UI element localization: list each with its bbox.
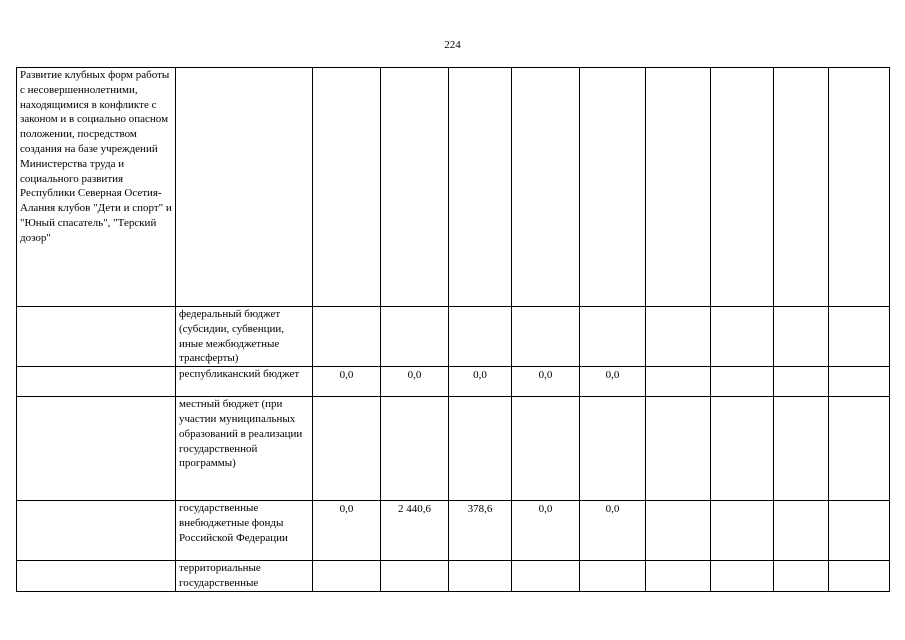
empty-cell [774, 397, 829, 501]
empty-cell [774, 68, 829, 307]
row-name-cell [17, 501, 176, 561]
value-cell: 0,0 [512, 501, 580, 561]
value-cell: 2 440,6 [381, 501, 449, 561]
empty-cell [646, 501, 711, 561]
value-cell [449, 397, 512, 501]
table-row [17, 501, 890, 561]
empty-cell [774, 561, 829, 592]
empty-cell [829, 307, 890, 367]
value-cell [580, 561, 646, 592]
row-name-cell [17, 561, 176, 592]
row-name-cell [17, 307, 176, 367]
table-row [17, 397, 890, 501]
value-cell [381, 561, 449, 592]
empty-cell [711, 307, 774, 367]
value-cell [512, 307, 580, 367]
value-cell [580, 397, 646, 501]
empty-cell [829, 397, 890, 501]
value-cell [313, 307, 381, 367]
value-cell: 0,0 [580, 501, 646, 561]
empty-cell [646, 367, 711, 397]
value-cell [381, 397, 449, 501]
value-cell: 0,0 [381, 367, 449, 397]
value-cell [512, 561, 580, 592]
table-row [17, 367, 890, 397]
value-cell [381, 68, 449, 307]
value-cell: 0,0 [449, 367, 512, 397]
empty-cell [711, 68, 774, 307]
value-cell: 0,0 [512, 367, 580, 397]
empty-cell [774, 367, 829, 397]
empty-cell [829, 367, 890, 397]
empty-cell [646, 68, 711, 307]
value-cell: 0,0 [580, 367, 646, 397]
row-name-cell [17, 397, 176, 501]
empty-cell [711, 367, 774, 397]
funding-source-cell: государственные внебюджетные фонды Российской Федерации [176, 501, 313, 561]
empty-cell [829, 68, 890, 307]
value-cell [449, 561, 512, 592]
value-cell: 378,6 [449, 501, 512, 561]
empty-cell [646, 397, 711, 501]
empty-cell [711, 561, 774, 592]
value-cell: 0,0 [313, 501, 381, 561]
value-cell [580, 68, 646, 307]
funding-source-cell: республиканский бюджет [176, 367, 313, 397]
value-cell [449, 307, 512, 367]
empty-cell [646, 307, 711, 367]
funding-source-cell: федеральный бюджет (субсидии, субвенции, иные межбюджетные трансферты) [176, 307, 313, 367]
empty-cell [711, 397, 774, 501]
value-cell: 0,0 [313, 367, 381, 397]
empty-cell [646, 561, 711, 592]
empty-cell [774, 307, 829, 367]
empty-cell [774, 501, 829, 561]
page-number: 224 [444, 39, 461, 51]
value-cell [313, 397, 381, 501]
budget-table [16, 67, 890, 592]
value-cell [512, 68, 580, 307]
table-row [17, 561, 890, 592]
empty-cell [711, 501, 774, 561]
table-row [17, 307, 890, 367]
empty-cell [829, 501, 890, 561]
empty-cell [829, 561, 890, 592]
value-cell [381, 307, 449, 367]
row-name-cell: Развитие клубных форм работы с несовершеннолетними, находящимися в конфликте с законом и в социально опасном положении, посредством создания на базе учреждений Министерства труда и социального развития Республики Северная Осетия-Алания клубов "Дети и спорт" и "Юный спасатель", "Терский дозор" [17, 68, 176, 307]
funding-source-cell: территориальные государственные [176, 561, 313, 592]
value-cell [449, 68, 512, 307]
table-row [17, 68, 890, 307]
funding-source-cell: местный бюджет (при участии муниципальных образований в реализации государственной программы) [176, 397, 313, 501]
row-name-cell [17, 367, 176, 397]
value-cell [580, 307, 646, 367]
funding-source-cell [176, 68, 313, 307]
value-cell [313, 561, 381, 592]
value-cell [512, 397, 580, 501]
value-cell [313, 68, 381, 307]
